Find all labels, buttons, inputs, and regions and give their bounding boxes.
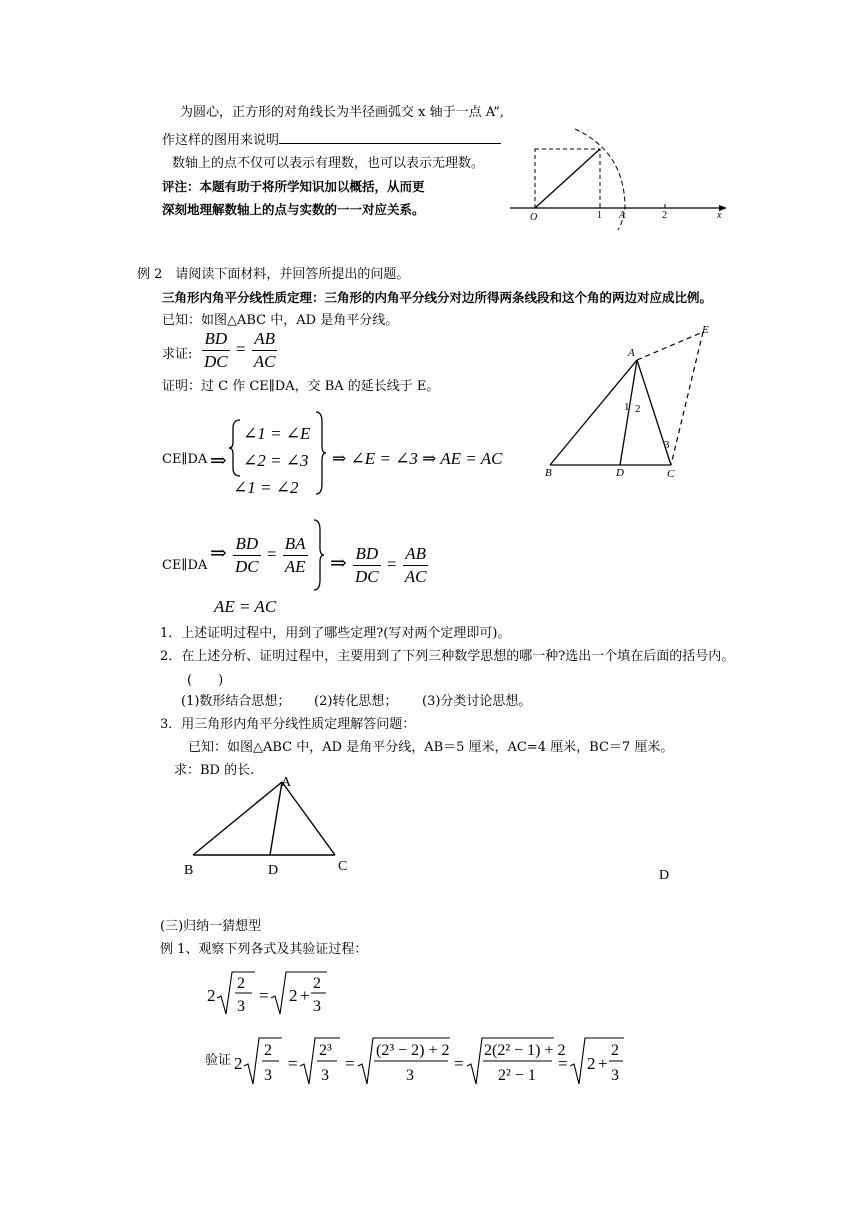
prove-label: 求证:: [162, 347, 193, 362]
origin-label: O: [530, 212, 538, 223]
svg-text:2: 2: [289, 986, 298, 1005]
right-brace-2: [312, 518, 326, 592]
svg-text:+: +: [598, 1054, 608, 1073]
question-1: 1．上述证明过程中，用到了哪些定理?(写对两个定理即可)。: [160, 626, 511, 641]
verify-label: 验证: [205, 1053, 232, 1068]
svg-text:3: 3: [264, 1067, 272, 1084]
angle-1-label: 1: [624, 401, 630, 413]
formula-1: [205, 968, 335, 1020]
svg-text:2: 2: [587, 1054, 596, 1073]
eq-angle1-e: ∠1 = ∠E: [243, 424, 311, 443]
svg-text:2: 2: [611, 1042, 619, 1059]
answer-blank[interactable]: [279, 131, 501, 144]
example2-heading: 例 2 请阅读下面材料，并回答所提出的问题。: [137, 267, 410, 282]
svg-text:2: 2: [264, 1042, 272, 1059]
comment-line-2: 深刻地理解数轴上的点与实数的一一对应关系。: [162, 202, 425, 217]
ratio-bd-dc-ba-ae: ⇒ $\frac{BD}{DC}$ = $\frac{BA}{AE}$: [210, 534, 306, 576]
svg-text:3: 3: [321, 1067, 329, 1084]
angle-2-label: 2: [635, 403, 641, 415]
question-3: 3．用三角形内角平分线性质定理解答问题：: [160, 717, 416, 732]
svg-text:2² − 1: 2² − 1: [498, 1067, 536, 1084]
svg-text:=: =: [288, 1054, 298, 1073]
angle-3-label: 3: [664, 439, 670, 451]
svg-text:3: 3: [237, 998, 245, 1015]
svg-text:(2³ − 2) + 2: (2³ − 2) + 2: [376, 1042, 450, 1059]
implies-arrow-1: ⇒: [210, 450, 227, 472]
svg-text:=: =: [454, 1054, 464, 1073]
svg-text:2: 2: [234, 1054, 243, 1073]
option-3: (3)分类讨论思想。: [422, 694, 532, 709]
fig2-label-A: A: [281, 775, 292, 790]
label-C: C: [667, 468, 675, 480]
left-brace: [228, 418, 242, 478]
svg-text:=: =: [259, 986, 269, 1005]
ratio-conclusion: ⇒ $\frac{BD}{DC}$ = $\frac{AB}{AC}$: [330, 544, 427, 586]
section3-example1: 例 1、观察下列各式及其验证过程：: [160, 942, 368, 957]
svg-text:2³: 2³: [319, 1042, 332, 1059]
ce-da-label-1: CE∥DA: [162, 452, 208, 467]
label-B: B: [545, 467, 552, 479]
theorem-statement: 三角形内角平分线性质定理：三角形的内角平分线分对边所得两条线段和这个角的两边对应成比例。: [162, 290, 713, 305]
intro-line-2: 作这样的图用来说明: [162, 131, 501, 150]
tick-1-label: 1: [597, 210, 602, 221]
question-2: 2．在上述分析、证明过程中，主要用到了下列三种数学思想的哪一种?选出一个填在后面的括号内。: [160, 649, 735, 664]
result-ae-ac: ⇒ ∠E = ∠3 ⇒ AE = AC: [332, 449, 503, 468]
fig2-label-B: B: [184, 863, 194, 878]
triangle-figure-2: [180, 770, 360, 878]
ce-da-label-2: CE∥DA: [162, 558, 208, 573]
intro-line-1: 为圆心，正方形的对角线长为半径画弧交 x 轴于一点 A”,: [180, 105, 504, 120]
label-A: A: [628, 347, 635, 359]
option-2: (2)转化思想；: [314, 694, 398, 709]
eq-ae-ac: AE = AC: [214, 597, 277, 616]
number-line-figure: [505, 122, 740, 237]
svg-text:=: =: [345, 1054, 355, 1073]
question-3-given: 已知：如图△ABC 中，AD 是角平分线，AB＝5 厘米，AC=4 厘米，BC＝7 厘米。: [188, 740, 674, 755]
fig2-label-D: D: [268, 863, 279, 878]
option-1: (1)数形结合思想；: [181, 694, 291, 709]
x-axis-label: x: [717, 210, 722, 221]
comment-line-1: 评注：本题有助于将所学知识加以概括，从而更: [162, 179, 425, 194]
svg-text:2: 2: [207, 986, 216, 1005]
proof-start: 证明：过 C 作 CE∥DA，交 BA 的延长线于 E。: [162, 379, 440, 394]
svg-text:=: =: [558, 1054, 568, 1073]
svg-text:3: 3: [611, 1067, 619, 1084]
svg-text:3: 3: [313, 998, 321, 1015]
point-a-label: A: [619, 210, 626, 221]
svg-text:3: 3: [406, 1067, 414, 1084]
tick-2-label: 2: [662, 210, 667, 221]
svg-text:2(2² − 1) + 2: 2(2² − 1) + 2: [484, 1042, 566, 1059]
eq-angle1-2: ∠1 = ∠2: [233, 478, 299, 497]
formula-2-verification: [232, 1032, 632, 1092]
section3-title: (三)归纳一猜想型: [160, 919, 262, 934]
eq-angle2-3: ∠2 = ∠3: [243, 451, 309, 470]
intro-line-3: 数轴上的点不仅可以表示有理数，也可以表示无理数。: [172, 156, 485, 171]
stray-d-label: D: [659, 868, 670, 883]
label-E: E: [702, 324, 709, 336]
fig2-label-C: C: [338, 859, 348, 874]
answer-paren[interactable]: ( ): [187, 673, 224, 688]
prove-equation: $\frac{BD}{DC}$ = $\frac{AB}{AC}$: [204, 329, 276, 371]
svg-text:+: +: [300, 986, 310, 1005]
triangle-bisector-figure: [540, 320, 720, 485]
question-3-find: 求：BD 的长.: [174, 763, 255, 778]
svg-text:2: 2: [313, 975, 321, 992]
svg-text:2: 2: [237, 975, 245, 992]
given-statement: 已知：如图△ABC 中，AD 是角平分线。: [162, 313, 399, 328]
label-D: D: [616, 467, 624, 479]
right-brace-1: [314, 410, 328, 496]
